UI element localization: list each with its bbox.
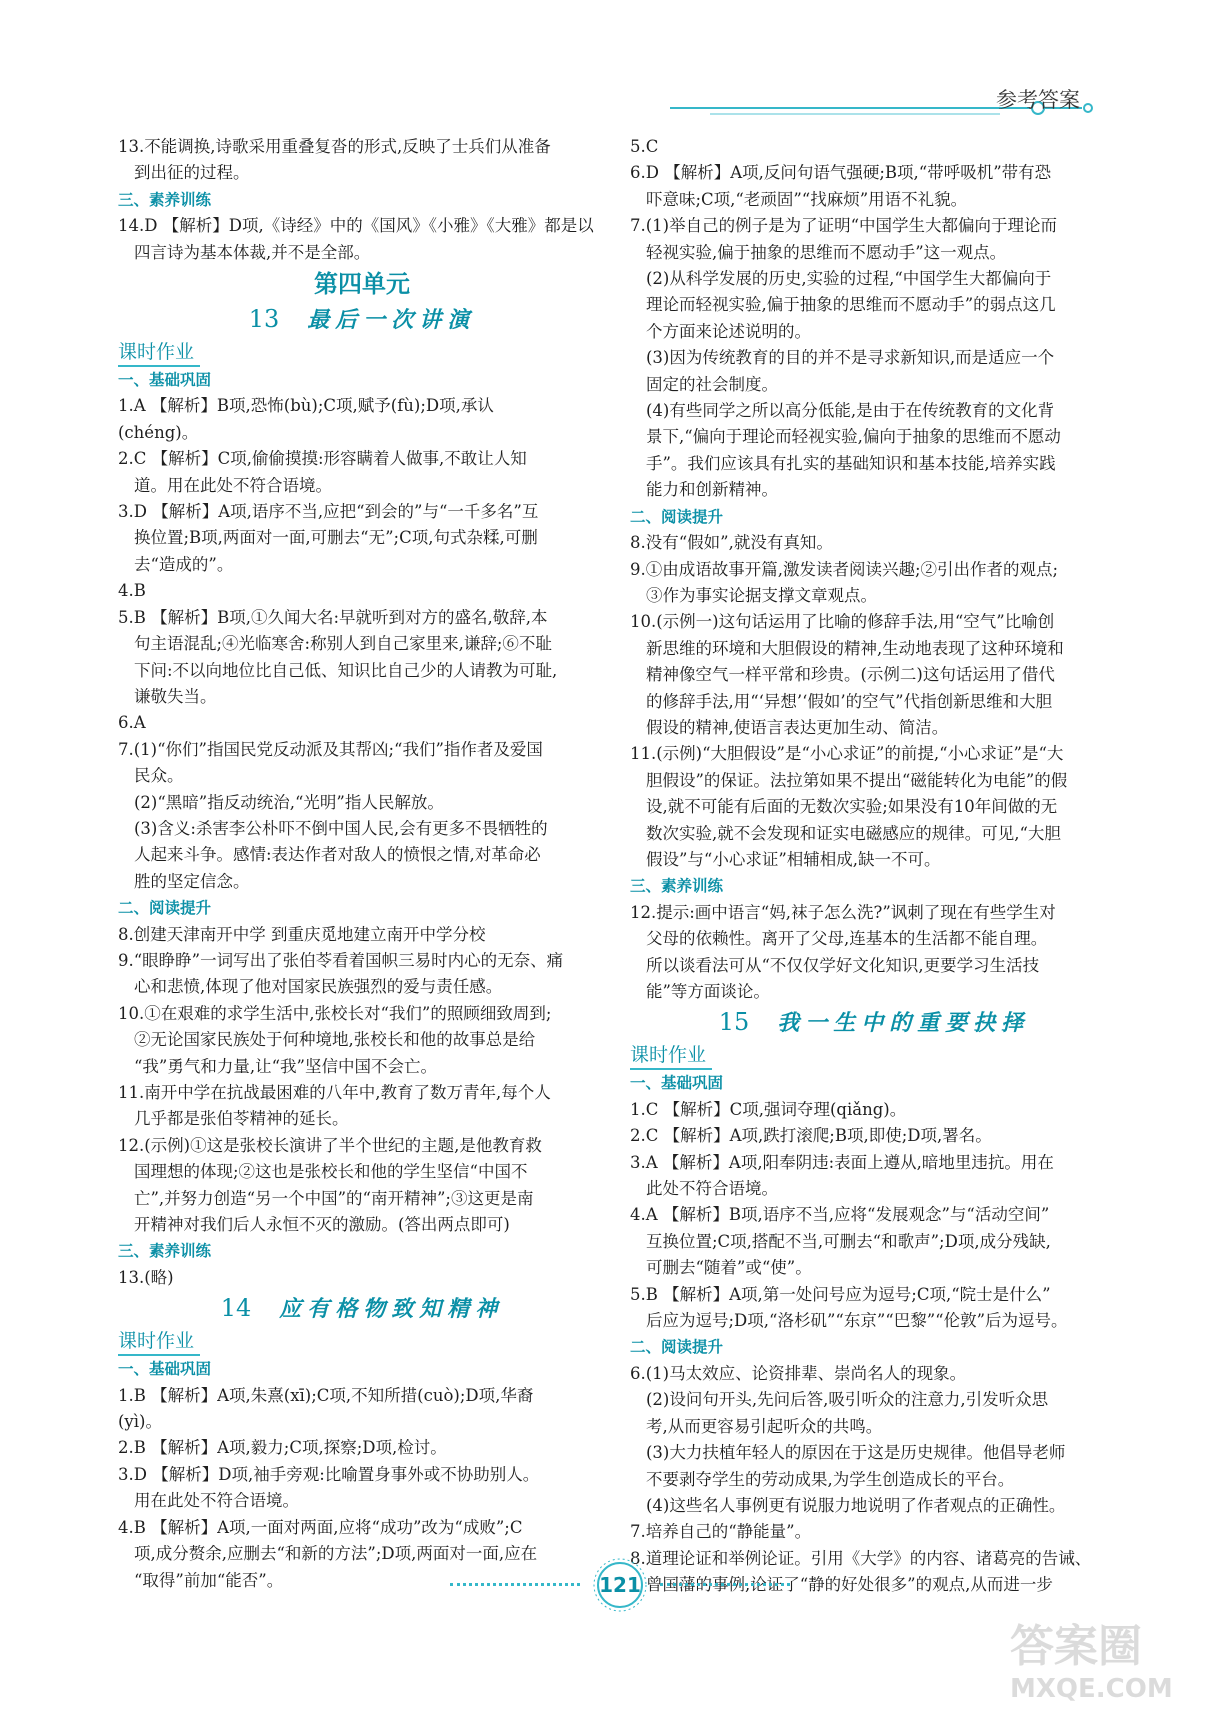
answer-line: 5.B 【解析】A项,第一处问号应为逗号;C项,“院士是什么” <box>630 1284 1051 1304</box>
answer-line: 的修辞手法,用“‘异想’‘假如’的空气”代指创新思维和大胆 <box>646 691 1053 711</box>
watermark-small: MXQE.COM <box>1010 1674 1173 1704</box>
answer-line: 精神像空气一样平常和珍贵。(示例二)这句话运用了借代 <box>646 665 1055 685</box>
answer-line: (3)因为传统教育的目的并不是寻求新知识,而是适应一个 <box>646 348 1055 368</box>
answer-line: 3.D 【解析】D项,袖手旁观:比喻置身事外或不协助别人。 <box>118 1464 540 1484</box>
answer-line: 设,就不可能有后面的无数次实验;如果没有10年间做的无 <box>646 797 1058 817</box>
section-heading: 一、基础巩固 <box>118 1360 212 1379</box>
section-heading: 二、阅读提升 <box>630 1338 724 1357</box>
answer-line: 不要剥夺学生的劳动成果,为学生创造成长的平台。 <box>646 1469 1015 1489</box>
answer-line: (2)“黑暗”指反动统治,“光明”指人民解放。 <box>134 792 444 812</box>
answer-line: (2)从科学发展的历史,实验的过程,“中国学生大都偏向于 <box>646 269 1052 289</box>
lesson-label: 课时作业 <box>118 339 200 367</box>
answer-line: 7.(1)“你们”指国民党反动派及其帮凶;“我们”指作者及爱国 <box>118 739 543 759</box>
page-header <box>670 72 1150 132</box>
answer-line: 新思维的环境和大胆假设的精神,生动地表现了这种环境和 <box>646 638 1064 658</box>
answer-line: 个方面来论述说明的。 <box>646 321 811 341</box>
lesson-heading <box>118 302 606 337</box>
section-heading: 一、基础巩固 <box>118 371 212 390</box>
answer-line: 胜的坚定信念。 <box>134 871 250 891</box>
answer-line: 胆假设”的保证。法拉第如果不提出“磁能转化为电能”的假 <box>646 770 1068 790</box>
answer-line: 7.(1)举自己的例子是为了证明“中国学生大都偏向于理论而 <box>630 216 1058 236</box>
answer-line: 4.B 【解析】A项,一面对两面,应将“成功”改为“成败”;C <box>118 1517 523 1537</box>
answer-line: 6.A <box>118 713 146 733</box>
answer-line: 国理想的体现;②这也是张校长和他的学生坚信“中国不 <box>134 1162 528 1182</box>
answer-line: 去“造成的”。 <box>134 554 234 574</box>
lesson-number: 15 <box>718 1008 750 1037</box>
answer-line: 能力和创新精神。 <box>646 480 778 500</box>
lesson-title: 应有格物致知精神 <box>279 1296 504 1323</box>
lesson-label-row <box>118 1326 606 1356</box>
answer-line: 6.D 【解析】A项,反问句语气强硬;B项,“带呼吸机”带有恐 <box>630 163 1052 183</box>
answer-line: 3.A 【解析】A项,阳奉阴违:表面上遵从,暗地里违抗。用在 <box>630 1152 1054 1172</box>
answer-line: 下问:不以向地位比自己低、知识比自己少的人请教为可耻, <box>134 660 558 680</box>
answer-line: 吓意味;C项,“老顽固”“找麻烦”用语不礼貌。 <box>646 189 968 209</box>
unit-heading: 第四单元 <box>314 270 410 299</box>
answer-line: 轻视实验,偏于抽象的思维而不愿动手”这一观点。 <box>646 242 1007 262</box>
answer-line: 句主语混乱;④光临寒舍:称别人到自己家里来,谦辞;⑥不耻 <box>134 634 552 654</box>
answer-line: 到出征的过程。 <box>134 163 250 183</box>
answer-line: 8.创建天津南开中学 到重庆觅地建立南开中学分校 <box>118 924 486 944</box>
lesson-label-row <box>118 337 606 367</box>
answer-line: (chéng)。 <box>118 422 199 442</box>
answer-line: 人起来斗争。感情:表达作者对敌人的愤恨之情,对革命必 <box>134 845 541 865</box>
answer-line: 谦敬失当。 <box>134 686 217 706</box>
answer-line: 手”。我们应该具有扎实的基础知识和基本技能,培养实践 <box>646 453 1056 473</box>
answer-line: 几乎都是张伯苓精神的延长。 <box>134 1109 349 1129</box>
answer-line: ②无论国家民族处于何种境地,张校长和他的故事总是给 <box>134 1030 536 1050</box>
answer-line: 数次实验,就不会发现和证实电磁感应的规律。可见,“大胆 <box>646 823 1061 843</box>
answer-line: 民众。 <box>134 766 184 786</box>
left-column <box>118 134 606 1594</box>
answer-line: 11.南开中学在抗战最困难的八年中,教育了数万青年,每个人 <box>118 1083 551 1102</box>
header-title: 参考答案 <box>996 88 1080 112</box>
answer-line: 固定的社会制度。 <box>646 374 778 394</box>
lesson-label-row <box>630 1040 1118 1070</box>
answer-line: 8.没有“假如”,就没有真知。 <box>630 533 833 553</box>
answer-line: “取得”前加“能否”。 <box>134 1570 284 1590</box>
answer-line: 1.A 【解析】B项,恐怖(bù);C项,赋予(fù);D项,承认 <box>118 396 494 416</box>
answer-line: 13.不能调换,诗歌采用重叠复沓的形式,反映了士兵们从准备 <box>118 137 551 156</box>
footer-dots-right <box>660 1583 790 1586</box>
answer-line: 1.C 【解析】C项,强词夺理(qiǎng)。 <box>630 1099 907 1119</box>
section-heading: 二、阅读提升 <box>118 899 212 918</box>
lesson-number: 13 <box>248 305 280 334</box>
answer-line: 2.C 【解析】C项,偷偷摸摸:形容瞒着人做事,不敢让人知 <box>118 449 527 469</box>
answer-line: ③作为事实论据支撑文章观点。 <box>646 585 877 605</box>
answer-line: 所以谈看法可从“不仅仅学好文化知识,更要学习生活技 <box>646 955 1040 975</box>
answer-line: 2.C 【解析】A项,跌打滚爬;B项,即使;D项,署名。 <box>630 1126 992 1146</box>
lesson-title: 我一生中的重要抉择 <box>777 1010 1030 1037</box>
answer-line: 6.(1)马太效应、论资排辈、崇尚名人的现象。 <box>630 1363 967 1383</box>
answer-line: 13.(略) <box>118 1267 174 1287</box>
answer-line: 11.(示例)“大胆假设”是“小心求证”的前提,“小心求证”是“大 <box>630 744 1064 764</box>
page-number: 121 <box>599 1573 641 1597</box>
answer-line: (2)设问句开头,先问后答,吸引听众的注意力,引发听众思 <box>646 1390 1049 1410</box>
lesson-heading <box>118 1291 606 1326</box>
answer-line: 互换位置;C项,搭配不当,可删去“和歌声”;D项,成分残缺, <box>646 1231 1051 1251</box>
lesson-heading <box>630 1005 1118 1040</box>
answer-line: 景下,“偏向于理论而轻视实验,偏向于抽象的思维而不愿动 <box>646 427 1061 447</box>
answer-line: 考,从而更容易引起听众的共鸣。 <box>646 1416 883 1436</box>
answer-line: 曾国藩的事例,论证了“静的好处很多”的观点,从而进一步 <box>646 1575 1053 1595</box>
answer-line: “我”勇气和力量,让“我”坚信中国不会亡。 <box>134 1056 437 1076</box>
watermark-big: 答案圈 <box>1010 1621 1142 1672</box>
answer-line: 12.提示:画中语言“妈,袜子怎么洗?”讽刺了现在有些学生对 <box>630 902 1056 922</box>
footer-dots-left <box>450 1583 580 1586</box>
answer-line: 1.B 【解析】A项,朱熹(xī);C项,不知所措(cuò);D项,华裔 <box>118 1385 534 1405</box>
answer-line: 心和悲愤,体现了他对国家民族强烈的爱与责任感。 <box>134 977 503 997</box>
answer-line: 可删去“随着”或“使”。 <box>646 1258 812 1278</box>
answer-line: 项,成分赘余,应删去“和新的方法”;D项,两面对一面,应在 <box>134 1544 538 1564</box>
answer-line: 开精神对我们后人永恒不灭的激励。(答出两点即可) <box>134 1215 510 1235</box>
lesson-title: 最后一次讲演 <box>307 307 476 334</box>
section-heading: 二、阅读提升 <box>630 507 724 526</box>
answer-line: 父母的依赖性。离开了父母,连基本的生活都不能自理。 <box>646 929 1048 949</box>
page-footer <box>440 1555 800 1615</box>
answer-line: 5.B 【解析】B项,①久闻大名:早就听到对方的盛名,敬辞,本 <box>118 607 548 627</box>
section-heading: 三、素养训练 <box>630 877 724 896</box>
answer-line: (3)大力扶植年轻人的原因在于这是历史规律。他倡导老师 <box>646 1443 1066 1463</box>
watermark-logo <box>1010 1610 1210 1710</box>
answer-line: 10.①在艰难的求学生活中,张校长对“我们”的照顾细致周到; <box>118 1003 552 1023</box>
answer-line: (yì)。 <box>118 1412 162 1432</box>
answer-line: 10.(示例一)这句话运用了比喻的修辞手法,用“空气”比喻创 <box>630 612 1055 632</box>
answer-line: 理论而轻视实验,偏于抽象的思维而不愿动手”的弱点这几 <box>646 295 1056 315</box>
section-heading: 一、基础巩固 <box>630 1074 724 1093</box>
answer-line: (4)这些名人事例更有说服力地说明了作者观点的正确性。 <box>646 1495 1066 1515</box>
answer-line: 4.B <box>118 581 146 601</box>
answer-line: 7.培养自己的“静能量”。 <box>630 1522 812 1542</box>
answer-line: (3)含义:杀害李公朴吓不倒中国人民,会有更多不畏牺牲的 <box>134 818 548 838</box>
section-heading: 三、素养训练 <box>118 190 212 209</box>
lesson-number: 14 <box>220 1294 252 1323</box>
answer-line: 道。用在此处不符合语境。 <box>134 475 332 495</box>
answer-line: 5.C <box>630 137 659 156</box>
answer-line: 四言诗为基本体裁,并不是全部。 <box>134 242 371 262</box>
answer-line: 8.道理论证和举例论证。引用《大学》的内容、诸葛亮的告诫、 <box>630 1548 1092 1568</box>
lesson-label: 课时作业 <box>118 1328 200 1356</box>
answer-line: 用在此处不符合语境。 <box>134 1491 299 1511</box>
section-heading: 三、素养训练 <box>118 1242 212 1261</box>
answer-line: 此处不符合语境。 <box>646 1179 778 1199</box>
lesson-label: 课时作业 <box>630 1042 712 1070</box>
answer-line: 换位置;B项,两面对一面,可删去“无”;C项,句式杂糅,可删 <box>134 528 538 548</box>
answer-line: 假设”与“小心求证”相辅相成,缺一不可。 <box>646 849 941 869</box>
answer-line: 后应为逗号;D项,“洛杉矶”“东京”“巴黎”“伦敦”后为逗号。 <box>646 1311 1068 1331</box>
answer-line: 2.B 【解析】A项,毅力;C项,探察;D项,检讨。 <box>118 1438 447 1458</box>
right-column <box>630 134 1118 1599</box>
answer-line: 假设的精神,使语言表达更加生动、简洁。 <box>646 717 949 737</box>
answer-line: 14.D 【解析】D项,《诗经》中的《国风》《小雅》《大雅》都是以 <box>118 216 594 236</box>
answer-line: 亡”,并努力创造“另一个中国”的“南开精神”;③这更是南 <box>134 1188 534 1208</box>
answer-line: 能”等方面谈论。 <box>646 982 770 1001</box>
answer-line: (4)有些同学之所以高分低能,是由于在传统教育的文化背 <box>646 401 1055 421</box>
answer-line: 4.A 【解析】B项,语序不当,应将“发展观念”与“活动空间” <box>630 1205 1050 1225</box>
answer-line: 9.“眼睁睁”一词写出了张伯苓看着国帜三易时内心的无奈、痛 <box>118 950 564 970</box>
answer-line: 3.D 【解析】A项,语序不当,应把“到会的”与“一千多名”互 <box>118 502 539 522</box>
answer-line: 12.(示例)①这是张校长演讲了半个世纪的主题,是他教育救 <box>118 1135 542 1155</box>
answer-line: 9.①由成语故事开篇,激发读者阅读兴趣;②引出作者的观点; <box>630 559 1059 579</box>
